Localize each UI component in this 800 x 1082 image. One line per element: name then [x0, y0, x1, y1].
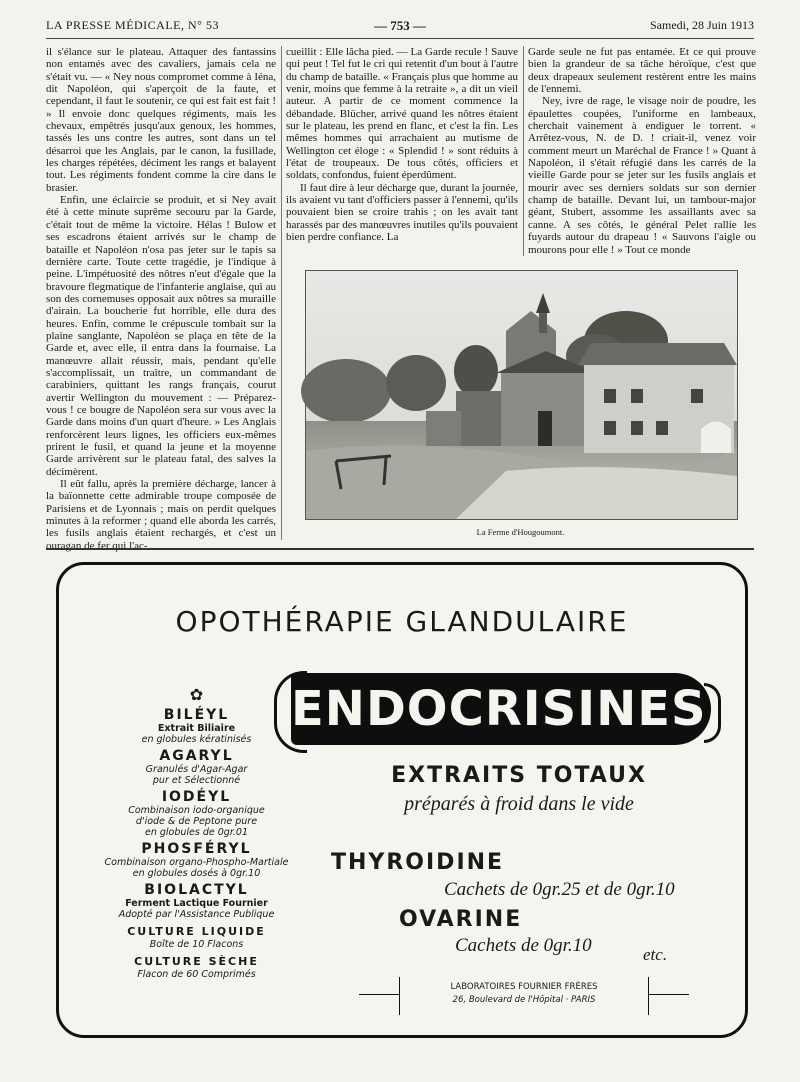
product-item — [89, 708, 304, 745]
product-name: IODÉYL — [161, 789, 232, 805]
text-column-2 — [286, 46, 518, 256]
ovarine-dosage: Cachets de 0gr.10 — [455, 935, 592, 956]
brand-banner — [291, 673, 711, 745]
journal-name: LA PRESSE MÉDICALE, N° 53 — [46, 18, 219, 32]
product-name: CULTURE LIQUIDE — [127, 925, 266, 938]
ovarine-name: OVARINE — [399, 907, 523, 932]
product-name: CULTURE SÈCHE — [134, 955, 259, 968]
paragraph: Ney, ivre de rage, le visage noir de poudre, les épaulettes coupées, l'uniforme en lambeaux, cherchait vainement à endiguer le torrent. « Arrêtez-vous, N. de D. ! criait-il, venez voir comment meurt un Maréchal de France ! » Quant à Napoléon, il s'était réfugié dans les carrés de la vieille Garde pour se jeter sur les fusils anglais et mourir avec ses derniers soldats sur son dernier champ de bataille. Devant lui, un tambour-major géant, Stubert, assomme les assaillants avec sa canne. A ses côtés, le général Pelet rallie les fuyards autour du drapeau ! « Sauvons l'aigle ou mourons pour elle ! » Tout ce monde — [528, 95, 756, 256]
issue-date: Samedi, 28 Juin 1913 — [650, 18, 754, 32]
column-rule — [281, 46, 282, 540]
product-desc: d'iode & de Peptone pure — [135, 816, 258, 827]
header-rule — [46, 38, 754, 39]
thyroidine-name: THYROIDINE — [331, 850, 505, 875]
product-desc: en globules dosés à 0gr.10 — [132, 868, 261, 879]
product-item — [89, 842, 304, 879]
flourish-ornament-icon: ✿ — [189, 685, 204, 704]
product-desc: Combinaison iodo-organique — [128, 805, 265, 816]
banner-scroll-right — [704, 683, 721, 743]
product-desc: Boîte de 10 Flacons — [149, 939, 244, 950]
paragraph: il s'élance sur le plateau. Attaquer des fantassins non entamés avec des cavaliers, jamais cela ne s'était vu. — « Ney nous compromet comme à Iéna, dit Napoléon, qui s'aperçoit de la faute, et cependant, il faut le soutenir, ce qui est fait est fait ! » Il envoie donc quelques régiments, mais les chevaux, empêtrés jusqu'aux genoux, les hommes, tassés les uns contre les autres, sont dans un tel désarroi que les Anglais, par le canon, la fusillade, les charges répétées, déciment les rangs et balayent tout. Les régiments fondent comme la cire dans le brasier. — [46, 46, 276, 194]
product-item — [89, 954, 304, 980]
page-header — [46, 18, 754, 36]
etc-label: etc. — [643, 945, 668, 964]
text-column-1 — [46, 46, 276, 552]
laboratory-address: 26, Boulevard de l'Hôpital · PARIS — [452, 995, 596, 1005]
laboratory-name: LABORATOIRES FOURNIER FRÈRES — [450, 982, 598, 992]
product-desc: Combinaison organo-Phospho-Martiale — [104, 857, 289, 868]
laboratory-frame — [359, 977, 689, 1013]
preparation-note: préparés à froid dans le vide — [404, 793, 634, 815]
product-name: PHOSFÉRYL — [141, 841, 252, 857]
product-desc: en globules kératinisés — [141, 734, 252, 745]
endocrisines-advertisement — [56, 562, 748, 1038]
page-number: — 753 — — [374, 18, 426, 33]
thyroidine-dosage: Cachets de 0gr.25 et de 0gr.10 — [444, 879, 675, 900]
paragraph: Il faut dire à leur décharge que, durant la journée, ils avaient vu tant d'officiers passer à l'ennemi, qu'ils pouvaient bien se croire trahis ; on les avait tant harassés par des manœuvres inutiles qu'ils pouvaient bien perdre confiance. La — [286, 181, 518, 244]
column-rule — [523, 46, 524, 256]
product-desc: Adopté par l'Assistance Publique — [118, 909, 275, 920]
laboratory-box — [399, 977, 649, 1015]
farm-photograph — [305, 270, 738, 520]
product-name: BILÉYL — [163, 707, 230, 723]
paragraph: cueillit : Elle lâcha pied. — La Garde recule ! Sauve qui peut ! Tel fut le cri qui retentit d'un bout à l'autre du champ de bataille. « Français plus que homme au venir, moins que femme à la retraite », a dit un vieil auteur. A partir de ce moment commence la débandade. Blücher, arrivé quand les nôtres étaient sur le plateau, les prend en flanc, et c'est la fin. Les mêmes hommes qui arrachaient au mutisme de Wellington cet éloge : « Splendid ! » sont réduits à l'état de troupeaux. De tous côtés, officiers et soldats, confondus, fuient éperdûment. — [286, 46, 518, 182]
product-desc: pur et Sélectionné — [152, 775, 241, 786]
paragraph: Enfin, une éclaircie se produit, et si Ney avait été à cette minute suprême secouru par la Garde, c'était tout de même la victoire. Hélas ! Bulow et ses escadrons étaient arrivés sur le champ de bataille et Napoléon n'osa pas jeter sur le tapis sa dernière carte. Toute cette tragédie, je l'indique à peine. L'impétuosité des nôtres n'eut d'égale que la bravoure flegmatique de l'infanterie anglaise, qui au son des cornemuses opposait aux nôtres sa muraille d'airain. La boucherie fut horrible, elle dura des heures. Enfin, comme le crépuscule tombait sur la plaine sanglante, Napoléon se plaça en tête de la Garde et, avec elle, il entra dans la fournaise. La manœuvre allait réussir, mais, pendant qu'elle s'accomplissait, un traître, un commandant de carabiniers, quittant les rangs français, courut avertir Wellington du mouvement : — Préparez-vous ! ce bougre de Napoléon sera sur vous avec la Garde dans moins d'un quart d'heure. » Les Anglais renforcèrent leurs lignes, les officiers eux-mêmes prirent le fusil, et quand la jeune et la moyenne Garde arrivèrent sur le plateau fatal, des salves la décimèrent. — [46, 194, 276, 478]
product-desc: en globules de 0gr.01 — [145, 827, 248, 838]
product-list — [89, 685, 304, 980]
brand-name: ENDOCRISINES — [291, 681, 707, 737]
text-column-3 — [528, 46, 756, 256]
ad-title: OPOTHÉRAPIE GLANDULAIRE — [175, 605, 629, 638]
product-item — [89, 790, 304, 838]
paragraph: Garde seule ne fut pas entamée. Et ce qui prouve bien la grandeur de sa tâche héroïque, c'est que deux drapeaux seulement restèrent entre les mains de l'ennemi. — [528, 46, 756, 96]
section-separator — [46, 548, 754, 550]
product-desc: Granulés d'Agar-Agar — [145, 764, 248, 775]
product-name: BIOLACTYL — [144, 882, 249, 898]
product-desc: Flacon de 60 Comprimés — [137, 969, 256, 980]
product-desc: Ferment Lactique Fournier — [125, 898, 268, 909]
product-item — [89, 883, 304, 920]
photo-caption: La Ferme d'Hougoumont. — [476, 527, 565, 537]
extraits-heading: EXTRAITS TOTAUX — [391, 763, 647, 788]
product-desc: Extrait Biliaire — [157, 723, 236, 734]
paragraph: Il eût fallu, après la première décharge, lancer à la baïonnette cette admirable troupe composée de Parisiens et de Lyonnais ; mais on perdit quelques minutes à la reformer ; quand elle aborda les carrés, les fusils anglais étaient rechargés, et c'est un ouragan de fer qui l'ac- — [46, 478, 276, 552]
product-item — [89, 924, 304, 950]
product-name: AGARYL — [159, 748, 234, 764]
product-item — [89, 749, 304, 786]
